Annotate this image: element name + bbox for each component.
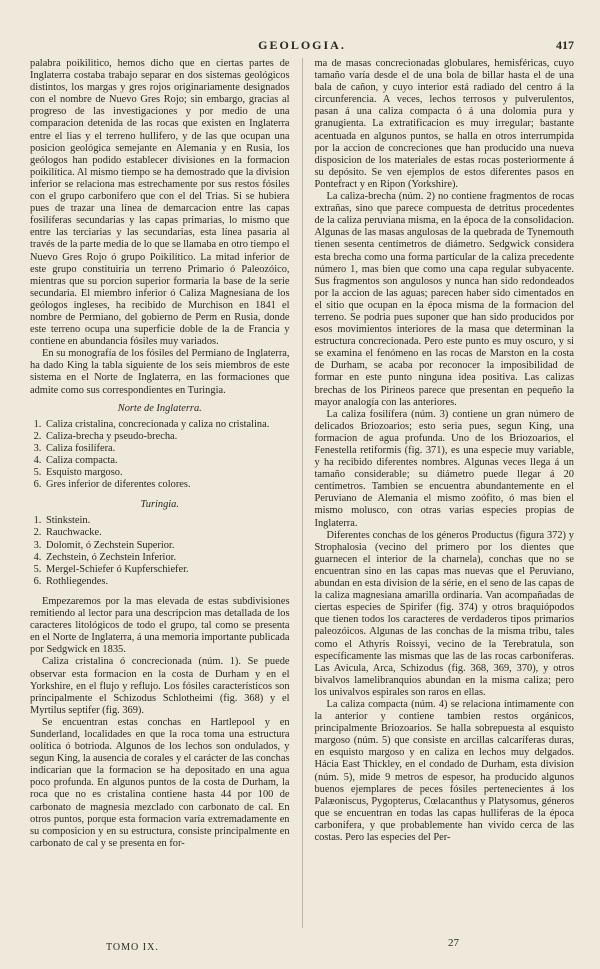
turingia-list [30,515,290,588]
right-column [314,58,574,928]
paragraph: palabra poikilitico, hemos dicho que en ciertas partes de Inglaterra costaba trabajo separar en dos sistemas geológicos distintos, los margas y gres rojos originariamente designados con el nombre de Nuevo Gres Rojo; sin embargo, gracias al progreso de las investigaciones y por medio de una comparacion detenida de las rocas que existen en Inglaterra entre el lias y el terreno hullifero, y de las que ocupan una posicion geológica semejante en Alemania y en Rusia, los geólogos han podido establecer divisiones en la formacion poikilítica. Al mismo tiempo se ha demostrado que la division inferior se relaciona mas estrechamente por sus restos fósiles con el grupo carbonifero que con el del Trias. Si se hubiera pues de trazar una línea de demarcacion entre las capas fosilíferas secundarias y las capas primarias, lo mismo que entre las terciarias y las secundarias, esta línea pasaria al través de la parte media de lo que se llamaba en otro tiempo el Nuevo Gres Rojo ó grupo Poikilítico. La mitad inferior de este grupo constituiria un terreno Primario ó Paleozóico, mientras que su porcion superior formaria la base de la serie secundaria. El miembro inferior ó Caliza Magnesiana de los geólogos ingleses, ha recibido de Murchison en 1841 el nombre de Permiano, del gobierno de Perm en Rusia, donde este terreno ocupa una superficie doble de la de Francia y contiene en abundancia fósiles muy variados. [30,58,290,348]
left-column [30,58,290,928]
england-list [30,419,290,492]
list-item: 6. Gres inferior de diferentes colores. [44,479,290,491]
list-item: 3. Caliza fosilífera. [44,443,290,455]
paragraph: Se encuentran estas conchas en Hartlepool y en Sunderland, localidades en que la roca toma una estructura oolítica ó botrioda. Algunos de los lechos son ondulados, y segun King, la ausencia de corales y el carácter de las conchas indicarian que la formacion se ha depositado en una agua poco profunda. En algunos puntos de la costa de Durham, la roca que no es cristalina contiene hasta 44 por 100 de carbonato de magnesia mezclado con carbonato de cal. En otros puntos, porque esta formacion varía extremadamente en su composicion y en su estructura, consiste principalmente en carbonato de cal y se presenta en for- [30,716,290,849]
list-item: 5. Mergel-Schiefer ó Kupferschiefer. [44,564,290,576]
paragraph: En su monografía de los fósiles del Permiano de Inglaterra, ha dado King la tabla siguiente de los seis miembros de este sistema en el Norte de Inglaterra, en las formaciones que admite como sus correspondientes en Turingia. [30,348,290,396]
list-item: 3. Dolomit, ó Zechstein Superior. [44,540,290,552]
section-heading-england: Norte de Inglaterra. [117,402,202,414]
paragraph: Empezaremos por la mas elevada de estas subdivisiones remitiendo al lector para una descripcion mas detallada de los caracteres litológicos de todo el grupo, tal como se presenta en el Norte de Inglaterra, á una memoria importante publicada por Sedgwick en 1835. [30,595,290,656]
running-head [30,38,574,54]
running-title: GEOLOGIA. [258,38,346,52]
list-item: 5. Esquisto margoso. [44,467,290,479]
paragraph: La caliza-brecha (núm. 2) no contiene fragmentos de rocas extrañas, sino que parece compuesta de detritus procedentes de la caliza peruviana misma, en la época de la consolidacion. Algunas de las masas angulosas de la quebrada de Tynemouth tienen sesenta centímetros de diámetro. Sedgwick considera esta brecha como una forma particular de la caliza precedente número 1, mas bien que como una capa regular subyacente. Sus fragmentos son angulosos y nunca han sido redondeados por la accion de las aguas; parecen haber sido cimentados en el sitio que ocupan en la época misma de la formacion del terreno. Se podria pues suponer que han sido producidos por esos movimientos interiores de la masa que determinan la estructura concrecionada. Pero este punto es muy oscuro, y si se examina el fenómeno en las rocas de Marston en la costa de Durham, se acaba por reconocer la imposibilidad de formar en este punto ninguna idea positiva. Las calizas brechas de los Pirineos parece que presentan en pequeño la mayor analogía con las anteriores. [314,191,574,408]
list-item: 2. Rauchwacke. [44,527,290,539]
list-item: 4. Zechstein, ó Zechstein Inferior. [44,552,290,564]
signature-mark: 27 [448,937,459,949]
list-item: 1. Caliza cristalina, concrecionada y caliza no cristalina. [44,419,290,431]
page-number: 417 [556,38,574,52]
column-divider [302,58,303,928]
paragraph: La caliza compacta (núm. 4) se relaciona íntimamente con la anterior y contiene tambien restos orgánicos, principalmente Briozoarios. Se halla sobrepuesta al esquisto margoso (núm. 5) que consiste en arcillas calcaríferas duras, en esquisto margoso y en caliza en lechos muy delgados. Hácia East Thickley, en el condado de Durham, esta division (núm. 5), mide 9 metros de espesor, ha producido algunos buenos ejemplares de peces fósiles pertenecientes á los Palæoniscus, Pygopterus, Cœlacanthus y Platysomus, géneros que se encuentran en todas las capas hulliferas de la época carbonífera, y que probablemente han vivido cerca de las costas. Pero las especies del Per- [314,698,574,843]
list-item: 6. Rothliegendes. [44,576,290,588]
paragraph: Caliza cristalina ó concrecionada (núm. 1). Se puede observar esta formacion en la costa de Durham y en el Yorkshire, en el flujo y reflujo. Los fósiles característicos son principalmente el Schizodus Schlotheimi (fig. 368) y el Myrtilus septifer (fig. 369). [30,656,290,716]
text-columns [30,58,574,928]
paragraph: Diferentes conchas de los géneros Productus (figura 372) y Strophalosia (vecino del primero por los dientes que guarnecen el interior de la charnela), conchas que no se encuentran sino en las capas mas nuevas que el Peruviano, abundan en esta division de la série, en el seno de las capas de la caliza magnesiana amarilla ordinaria. Van acompañadas de ciertas especies de Spirifer (fig. 374) y otros braquiópodos que tienen todos los caracteres de verdaderos tipos primarios paleozóicos. Algunas de las conchas de la misma tribu, tales como el Athyris Roissyi, vecino de la Terebratula, son específicamente las mismas que las de las rocas carboníferas. Las Avicula, Arca, Schizodus (fig. 368, 369, 370), y otros bivalvos lamelibranquios abundan en la misma caliza; pero los univalvos espirales son raros en ellas. [314,529,574,698]
paragraph: ma de masas concrecionadas globulares, hemisféricas, cuyo tamaño varía desde el de una bola de billar hasta el de una bala de cañon, y cuyo interior está radiado del centro á la circunferencia. A veces, lechos terrosos y pulverulentos, pasan á una caliza compacta ó á una dolomia pura y granugienta. La extratificacion es muy irregular; bastante acentuada en algunos puntos, se halla en otros interrumpida por la accion de concreciones que han producido una nueva disposicion de los materiales de estas rocas posteriormente á su depósito. Se ven ejemplos de estos diferentes pasos en Pontefract y en Ripon (Yorkshire). [314,58,574,190]
section-heading-turingia: Turingia. [140,499,179,511]
list-item: 4. Caliza compacta. [44,455,290,467]
paragraph: La caliza fosilífera (núm. 3) contiene un gran número de delicados Briozoarios; esto seria pues, segun King, una formacion de agua profunda. Uno de los Briozoarios, el Fenestella retiformis (fig. 371), es una especie muy variable, y ha recibido diferentes nombres. Algunas veces llega á un tamaño considerable; su diámetro puede llegar á 20 centímetros. Tambien se encuentra abundantemente en el Peruviano de Alemania el mismo zoófito, ó mas bien el mismo molusco, con otras varias especies propias de Inglaterra. [314,408,574,529]
volume-label: TOMO IX. [106,942,159,953]
list-item: 2. Caliza-brecha y pseudo-brecha. [44,431,290,443]
list-item: 1. Stinkstein. [44,515,290,527]
